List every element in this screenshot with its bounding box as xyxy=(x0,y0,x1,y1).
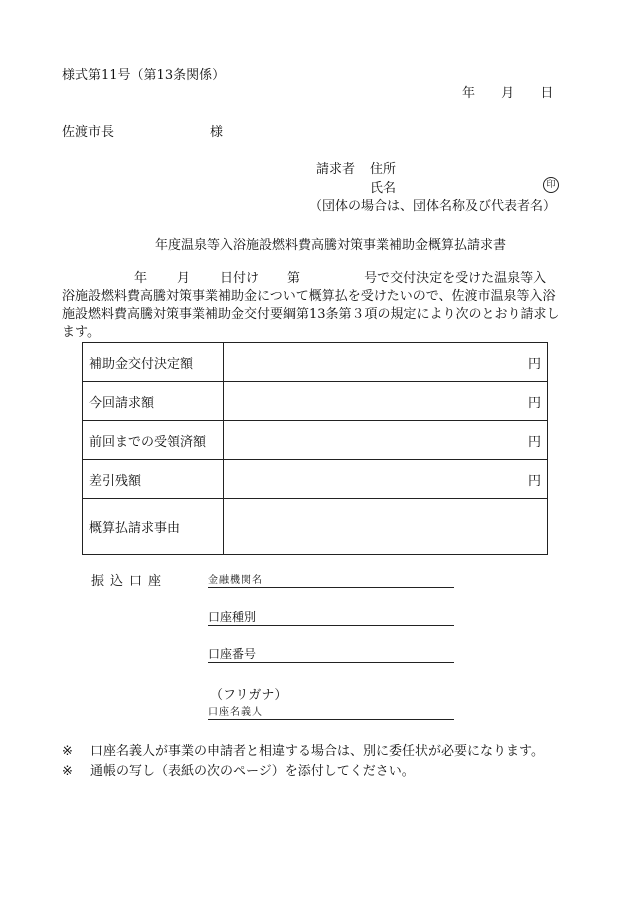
row-label: 差引残額 xyxy=(83,460,224,499)
body-day-dated: 日付け xyxy=(220,271,260,286)
requester-name-label: 氏名 xyxy=(370,181,397,196)
table-row xyxy=(83,460,548,499)
row-value-field[interactable]: 円 xyxy=(224,382,548,421)
account-number-field[interactable] xyxy=(208,645,454,663)
seal-icon: 印 xyxy=(543,177,559,193)
row-value-field[interactable]: 円 xyxy=(224,343,548,382)
note-item xyxy=(62,760,415,779)
body-month: 月 xyxy=(177,271,191,286)
date-day: 日 xyxy=(540,86,554,101)
body-rest: 浴施設燃料費高騰対策事業補助金について概算払を受けたいので、佐渡市温泉等入浴施設燃料費高騰対策事業補助金交付要綱第13条第３項の規定により次のとおり請求します。 xyxy=(62,289,560,340)
table-row xyxy=(83,499,548,555)
body-paragraph xyxy=(62,270,562,342)
account-holder-label: 口座名義人 xyxy=(208,707,263,718)
row-label: 概算払請求事由 xyxy=(83,499,224,555)
body-first-line xyxy=(62,270,562,288)
addressee xyxy=(62,121,223,140)
body-line1-tail: 号で交付決定を受けた温泉等入 xyxy=(364,271,547,286)
table-row xyxy=(83,382,548,421)
note-text: 通帳の写し（表紙の次のページ）を添付してください。 xyxy=(90,764,415,779)
bank-account-label: 振込口座 xyxy=(91,574,168,589)
form-number: 様式第11号（第13条関係） xyxy=(62,68,226,83)
date-line xyxy=(462,82,553,101)
date-year: 年 xyxy=(462,86,476,101)
account-number-label: 口座番号 xyxy=(208,647,257,661)
body-year: 年 xyxy=(134,271,148,286)
body-dai: 第 xyxy=(287,271,301,286)
note-mark: ※ xyxy=(62,744,73,759)
row-value-field[interactable] xyxy=(224,499,548,555)
amount-table xyxy=(82,342,548,555)
row-value-field[interactable]: 円 xyxy=(224,421,548,460)
institution-field[interactable] xyxy=(208,571,454,588)
addressee-name: 佐渡市長 xyxy=(62,125,115,140)
date-month: 月 xyxy=(501,86,515,101)
requester-label: 請求者 xyxy=(316,162,356,177)
furigana-label: （フリガナ） xyxy=(210,688,288,703)
requester-note: （団体の場合は、団体名称及び代表者名） xyxy=(309,199,557,214)
table-row xyxy=(83,343,548,382)
note-mark: ※ xyxy=(62,764,73,779)
note-item xyxy=(62,740,544,759)
account-type-label: 口座種別 xyxy=(208,610,257,624)
institution-label: 金融機関名 xyxy=(208,575,263,586)
row-label: 前回までの受領済額 xyxy=(83,421,224,460)
addressee-honorific: 様 xyxy=(210,125,224,140)
document-title: 年度温泉等入浴施設燃料費高騰対策事業補助金概算払請求書 xyxy=(155,238,507,253)
account-holder-field[interactable] xyxy=(208,703,454,720)
row-label: 今回請求額 xyxy=(83,382,224,421)
requester-address-label: 住所 xyxy=(370,162,397,177)
note-text: 口座名義人が事業の申請者と相違する場合は、別に委任状が必要になります。 xyxy=(90,744,544,759)
row-value-field[interactable]: 円 xyxy=(224,460,548,499)
account-type-field[interactable] xyxy=(208,608,454,626)
row-label: 補助金交付決定額 xyxy=(83,343,224,382)
table-row xyxy=(83,421,548,460)
